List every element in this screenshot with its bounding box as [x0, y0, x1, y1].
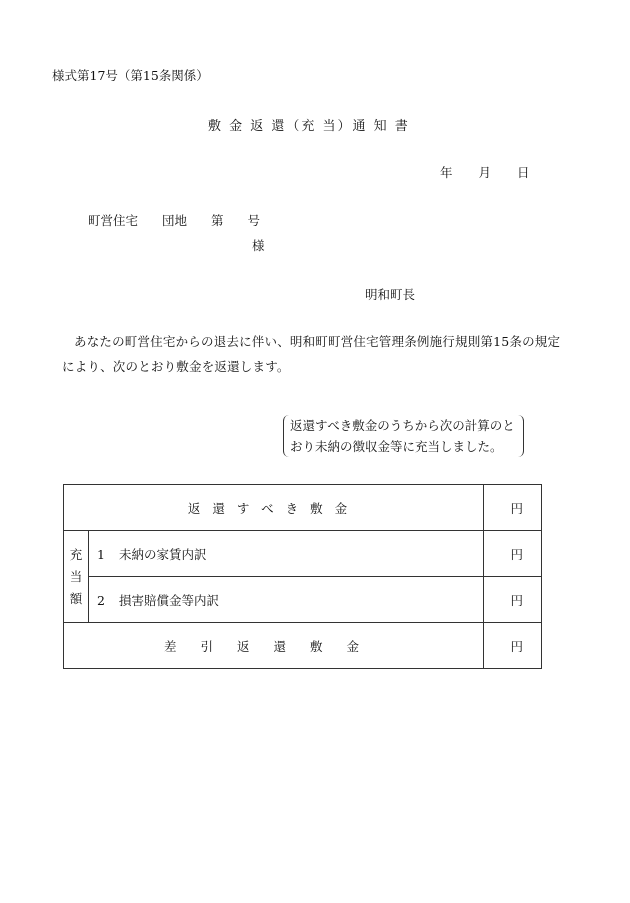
allocation-note: [283, 415, 524, 457]
document-title: 敷 金 返 還（充 当）通 知 書: [208, 119, 410, 134]
unpaid-rent-amount: 円: [484, 531, 542, 577]
date-day: 日: [517, 165, 530, 180]
date-month: 月: [478, 165, 492, 180]
table-row-unpaid-rent: [64, 531, 542, 577]
allocation-group-label: [64, 531, 89, 623]
table-row-refund-due: [64, 485, 542, 531]
addressee-complex: 団地: [162, 213, 188, 228]
item-text: 損害賠償金等内訳: [119, 592, 220, 608]
form-number: 様式第17号（第15条関係）: [52, 68, 209, 83]
unpaid-rent-label: [89, 531, 484, 577]
date-year: 年: [440, 165, 453, 180]
refund-due-label: 返還すべき敷金: [64, 485, 484, 531]
addressee-housing: 町営住宅: [88, 213, 139, 228]
body-text: あなたの町営住宅からの退去に伴い、明和町町営住宅管理条例施行規則第15条の規定により、次のとおり敷金を返還します。: [62, 334, 561, 374]
item-number: 1: [97, 546, 105, 562]
note-line-2: おり未納の徴収金等に充当しました。: [290, 439, 503, 454]
group-char-2: 当: [69, 568, 83, 584]
net-refund-label: 差引返還敷金: [64, 623, 484, 669]
item-text: 未納の家賃内訳: [119, 546, 207, 562]
date-line: [440, 163, 530, 181]
table-row-damages: [64, 577, 542, 623]
group-char-3: 額: [69, 590, 83, 606]
damages-amount: 円: [484, 577, 542, 623]
addressee-number-prefix: 第: [211, 213, 224, 228]
sender-name: 明和町長: [365, 287, 416, 302]
table-row-net-refund: [64, 623, 542, 669]
addressee-number-suffix: 号: [247, 213, 261, 228]
note-line-1: 返還すべき敷金のうちから次の計算のと: [290, 418, 515, 433]
refund-due-amount: 円: [484, 485, 542, 531]
item-number: 2: [97, 592, 105, 608]
addressee-honorific: 様: [252, 238, 265, 253]
amount-table: [63, 484, 542, 669]
net-refund-amount: 円: [484, 623, 542, 669]
group-char-1: 充: [69, 546, 83, 562]
damages-label: [89, 577, 484, 623]
addressee-line: [88, 211, 260, 229]
